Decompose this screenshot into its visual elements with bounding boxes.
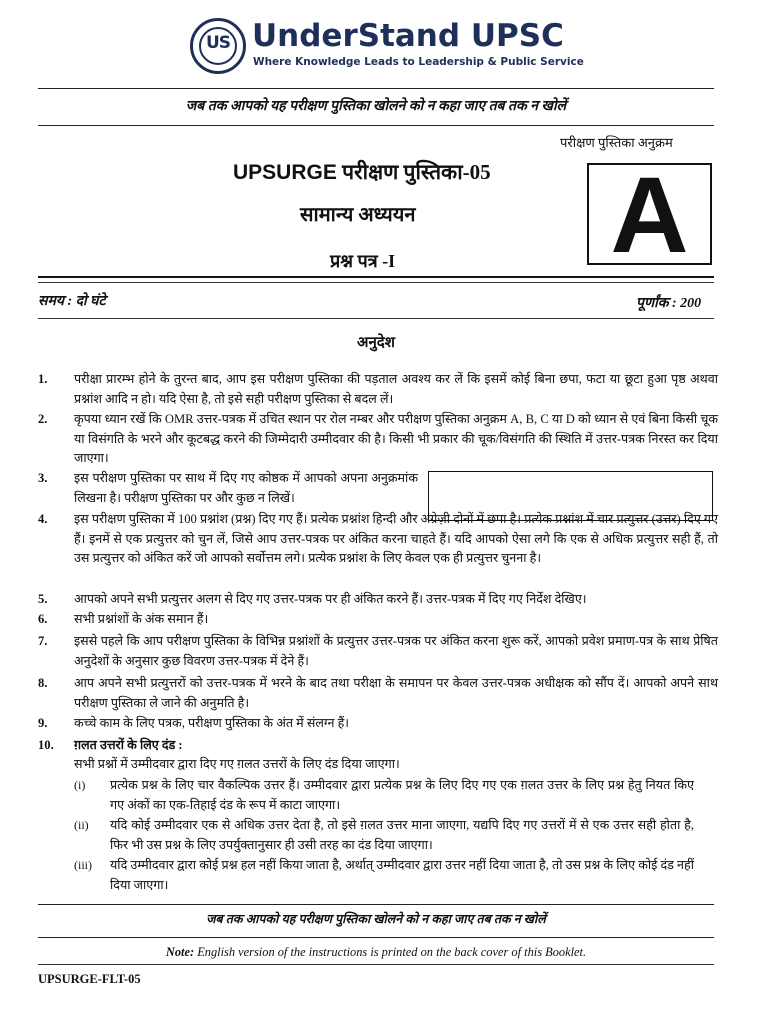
instruction-item [38, 610, 718, 630]
divider [38, 904, 714, 905]
divider [38, 125, 714, 126]
instruction-item [38, 736, 718, 756]
instruction-item [38, 410, 718, 469]
paper-title: प्रश्न पत्र -I [330, 251, 396, 271]
instruction-item [38, 370, 718, 409]
open-warning-bottom: जब तक आपको यह परीक्षण पुस्तिका खोलने को न कहा जाए तब तक न खोलें [206, 912, 546, 926]
penalty-item [74, 816, 694, 855]
brand-tagline: Where Knowledge Leads to Leadership & Public Service [253, 56, 584, 68]
instruction-text: इस परीक्षण पुस्तिका में 100 प्रश्नांश (प्रश्न) दिए गए हैं। प्रत्येक प्रश्नांश हिन्दी और अंग्रेज़ी दोनों में छपा है। प्रत्येक प्रश्नांश में चार प्रत्युत्तर (उत्तर) दिए गए हैं। इनमें से एक प्रत्युत्तर को चुन लें, जिसे आप उत्तर-पत्रक पर अंकित करना चाहते हैं। यदि आपको ऐसा लगे कि एक से अधिक प्रत्युत्तर सही हैं, तो उस प्रत्युत्तर को अंकित करें जो आपको सर्वोत्तम लगे। प्रत्येक प्रश्नांश के लिए केवल एक ही प्रत्युत्तर चुनना है। [74, 512, 718, 565]
instruction-number: 2. [38, 412, 48, 426]
instruction-number: 6. [38, 612, 48, 626]
instruction-text: आप अपने सभी प्रत्युत्तरों को उत्तर-पत्रक में भरने के बाद तथा परीक्षा के समापन पर केवल उत्तर-पत्रक अधीक्षक को सौंप दें। आपको अपने साथ परीक्षण पुस्तिका ले जाने की अनुमति है। [74, 676, 718, 710]
instruction-item [38, 714, 718, 734]
instruction-item [38, 510, 718, 569]
instructions-heading: अनुदेश [357, 335, 395, 351]
penalty-number: (i) [74, 778, 86, 792]
booklet-title [233, 158, 491, 186]
note-label: Note: [165, 945, 195, 959]
divider [38, 276, 714, 278]
max-marks: पूर्णांक : 200 [636, 296, 702, 311]
instruction-text: आपको अपने सभी प्रत्युत्तर अलग से दिए गए उत्तर-पत्रक पर ही अंकित करने हैं। उत्तर-पत्रक में दिए गए निर्देश देखिए। [74, 592, 587, 606]
instruction-number: 9. [38, 716, 48, 730]
instruction-item [38, 590, 718, 610]
booklet-title-hi: परीक्षण पुस्तिका-05 [336, 160, 491, 184]
instruction-text: कृपया ध्यान रखें कि OMR उत्तर-पत्रक में उचित स्थान पर रोल नम्बर और परीक्षण पुस्तिका अनुक्रम A, B, C या D को ध्यान से एवं बिना किसी चूक या विसंगति के भरने और कूटबद्ध करने की जिम्मेदारी उम्मीदवार की है। किसी भी प्रकार की चूक/विसंगति की स्थिति में उत्तर-पत्रक निरस्त कर दिया जाएगा। [74, 412, 718, 465]
penalty-number: (ii) [74, 818, 89, 832]
instruction-number: 8. [38, 676, 48, 690]
penalty-intro [38, 755, 718, 775]
divider [38, 282, 714, 283]
instruction-number: 10. [38, 738, 54, 752]
penalty-item [74, 776, 694, 815]
exam-time: समय : दो घंटे [38, 294, 106, 309]
instruction-item [38, 632, 718, 671]
brand-logo-text: US [205, 33, 231, 53]
divider [38, 88, 714, 89]
divider [38, 318, 714, 319]
booklet-sequence-label: परीक्षण पुस्तिका अनुक्रम [560, 135, 673, 150]
instruction-number: 7. [38, 634, 48, 648]
instruction-item [38, 674, 718, 713]
subject-title: सामान्य अध्ययन [300, 204, 416, 226]
english-note [38, 945, 714, 960]
instruction-text: इससे पहले कि आप परीक्षण पुस्तिका के विभिन्न प्रश्नांशों के प्रत्युत्तर उत्तर-पत्रक पर अंकित करना शुरू करें, आपको प्रवेश प्रमाण-पत्र के साथ प्रेषित अनुदेशों के अनुसार कुछ विवरण उत्तर-पत्रक में देने हैं। [74, 634, 718, 668]
booklet-code: A [610, 154, 689, 275]
instruction-number: 4. [38, 512, 48, 526]
note-text: English version of the instructions is printed on the back cover of this Booklet. [194, 945, 587, 959]
penalty-text: यदि उम्मीदवार द्वारा कोई प्रश्न हल नहीं किया जाता है, अर्थात् उम्मीदवार द्वारा उत्तर नहीं दिया जाता है, तो उस प्रश्न के लिए कोई दंड नहीं दिया जाएगा। [110, 858, 694, 892]
instruction-text: सभी प्रश्नांशों के अंक समान हैं। [74, 612, 209, 626]
divider [38, 964, 714, 965]
instruction-item [38, 469, 418, 508]
instruction-text: इस परीक्षण पुस्तिका पर साथ में दिए गए कोष्ठक में आपको अपना अनुक्रमांक लिखना है। परीक्षण पुस्तिका पर और कुछ न लिखें। [74, 471, 418, 505]
penalty-item [74, 856, 694, 895]
open-warning-top: जब तक आपको यह परीक्षण पुस्तिका खोलने को न कहा जाए तब तक न खोलें [185, 99, 567, 114]
penalty-text: प्रत्येक प्रश्न के लिए चार वैकल्पिक उत्तर हैं। उम्मीदवार द्वारा प्रत्येक प्रश्न के लिए दिए गए एक ग़लत उत्तर के लिए प्रश्न हेतु नियत किए गए अंकों का एक-तिहाई दंड के रूप में काटा जाएगा। [110, 778, 694, 812]
instruction-text: परीक्षा प्रारम्भ होने के तुरन्त बाद, आप इस परीक्षण पुस्तिका की पड़ताल अवश्य कर लें कि इसमें कोई बिना छपा, फटा या छूटा हुआ पृष्ठ अथवा प्रश्नांश आदि न हो। यदि ऐसा है, तो इसे सही परीक्षण पुस्तिका से बदल लें। [74, 372, 718, 406]
instruction-number: 5. [38, 592, 48, 606]
footer-code: UPSURGE-FLT-05 [38, 972, 141, 986]
instruction-number: 3. [38, 471, 48, 485]
brand-name: UnderStand UPSC [252, 18, 564, 54]
penalty-intro-text: सभी प्रश्नों में उम्मीदवार द्वारा दिए गए ग़लत उत्तरों के लिए दंड दिया जाएगा। [74, 757, 400, 771]
instruction-text: कच्चे काम के लिए पत्रक, परीक्षण पुस्तिका के अंत में संलग्न हैं। [74, 716, 350, 730]
instruction-text: ग़लत उत्तरों के लिए दंड : [74, 738, 183, 752]
penalty-number: (iii) [74, 858, 92, 872]
instruction-number: 1. [38, 372, 48, 386]
booklet-title-en: UPSURGE [233, 161, 337, 184]
penalty-text: यदि कोई उम्मीदवार एक से अधिक उत्तर देता है, तो इसे ग़लत उत्तर माना जाएगा, यद्यपि दिए गए उत्तरों में से एक उत्तर सही होता है, फिर भी उस प्रश्न के लिए उपर्युक्तानुसार ही उसी तरह का दंड दिया जाएगा। [110, 818, 694, 852]
divider [38, 937, 714, 938]
